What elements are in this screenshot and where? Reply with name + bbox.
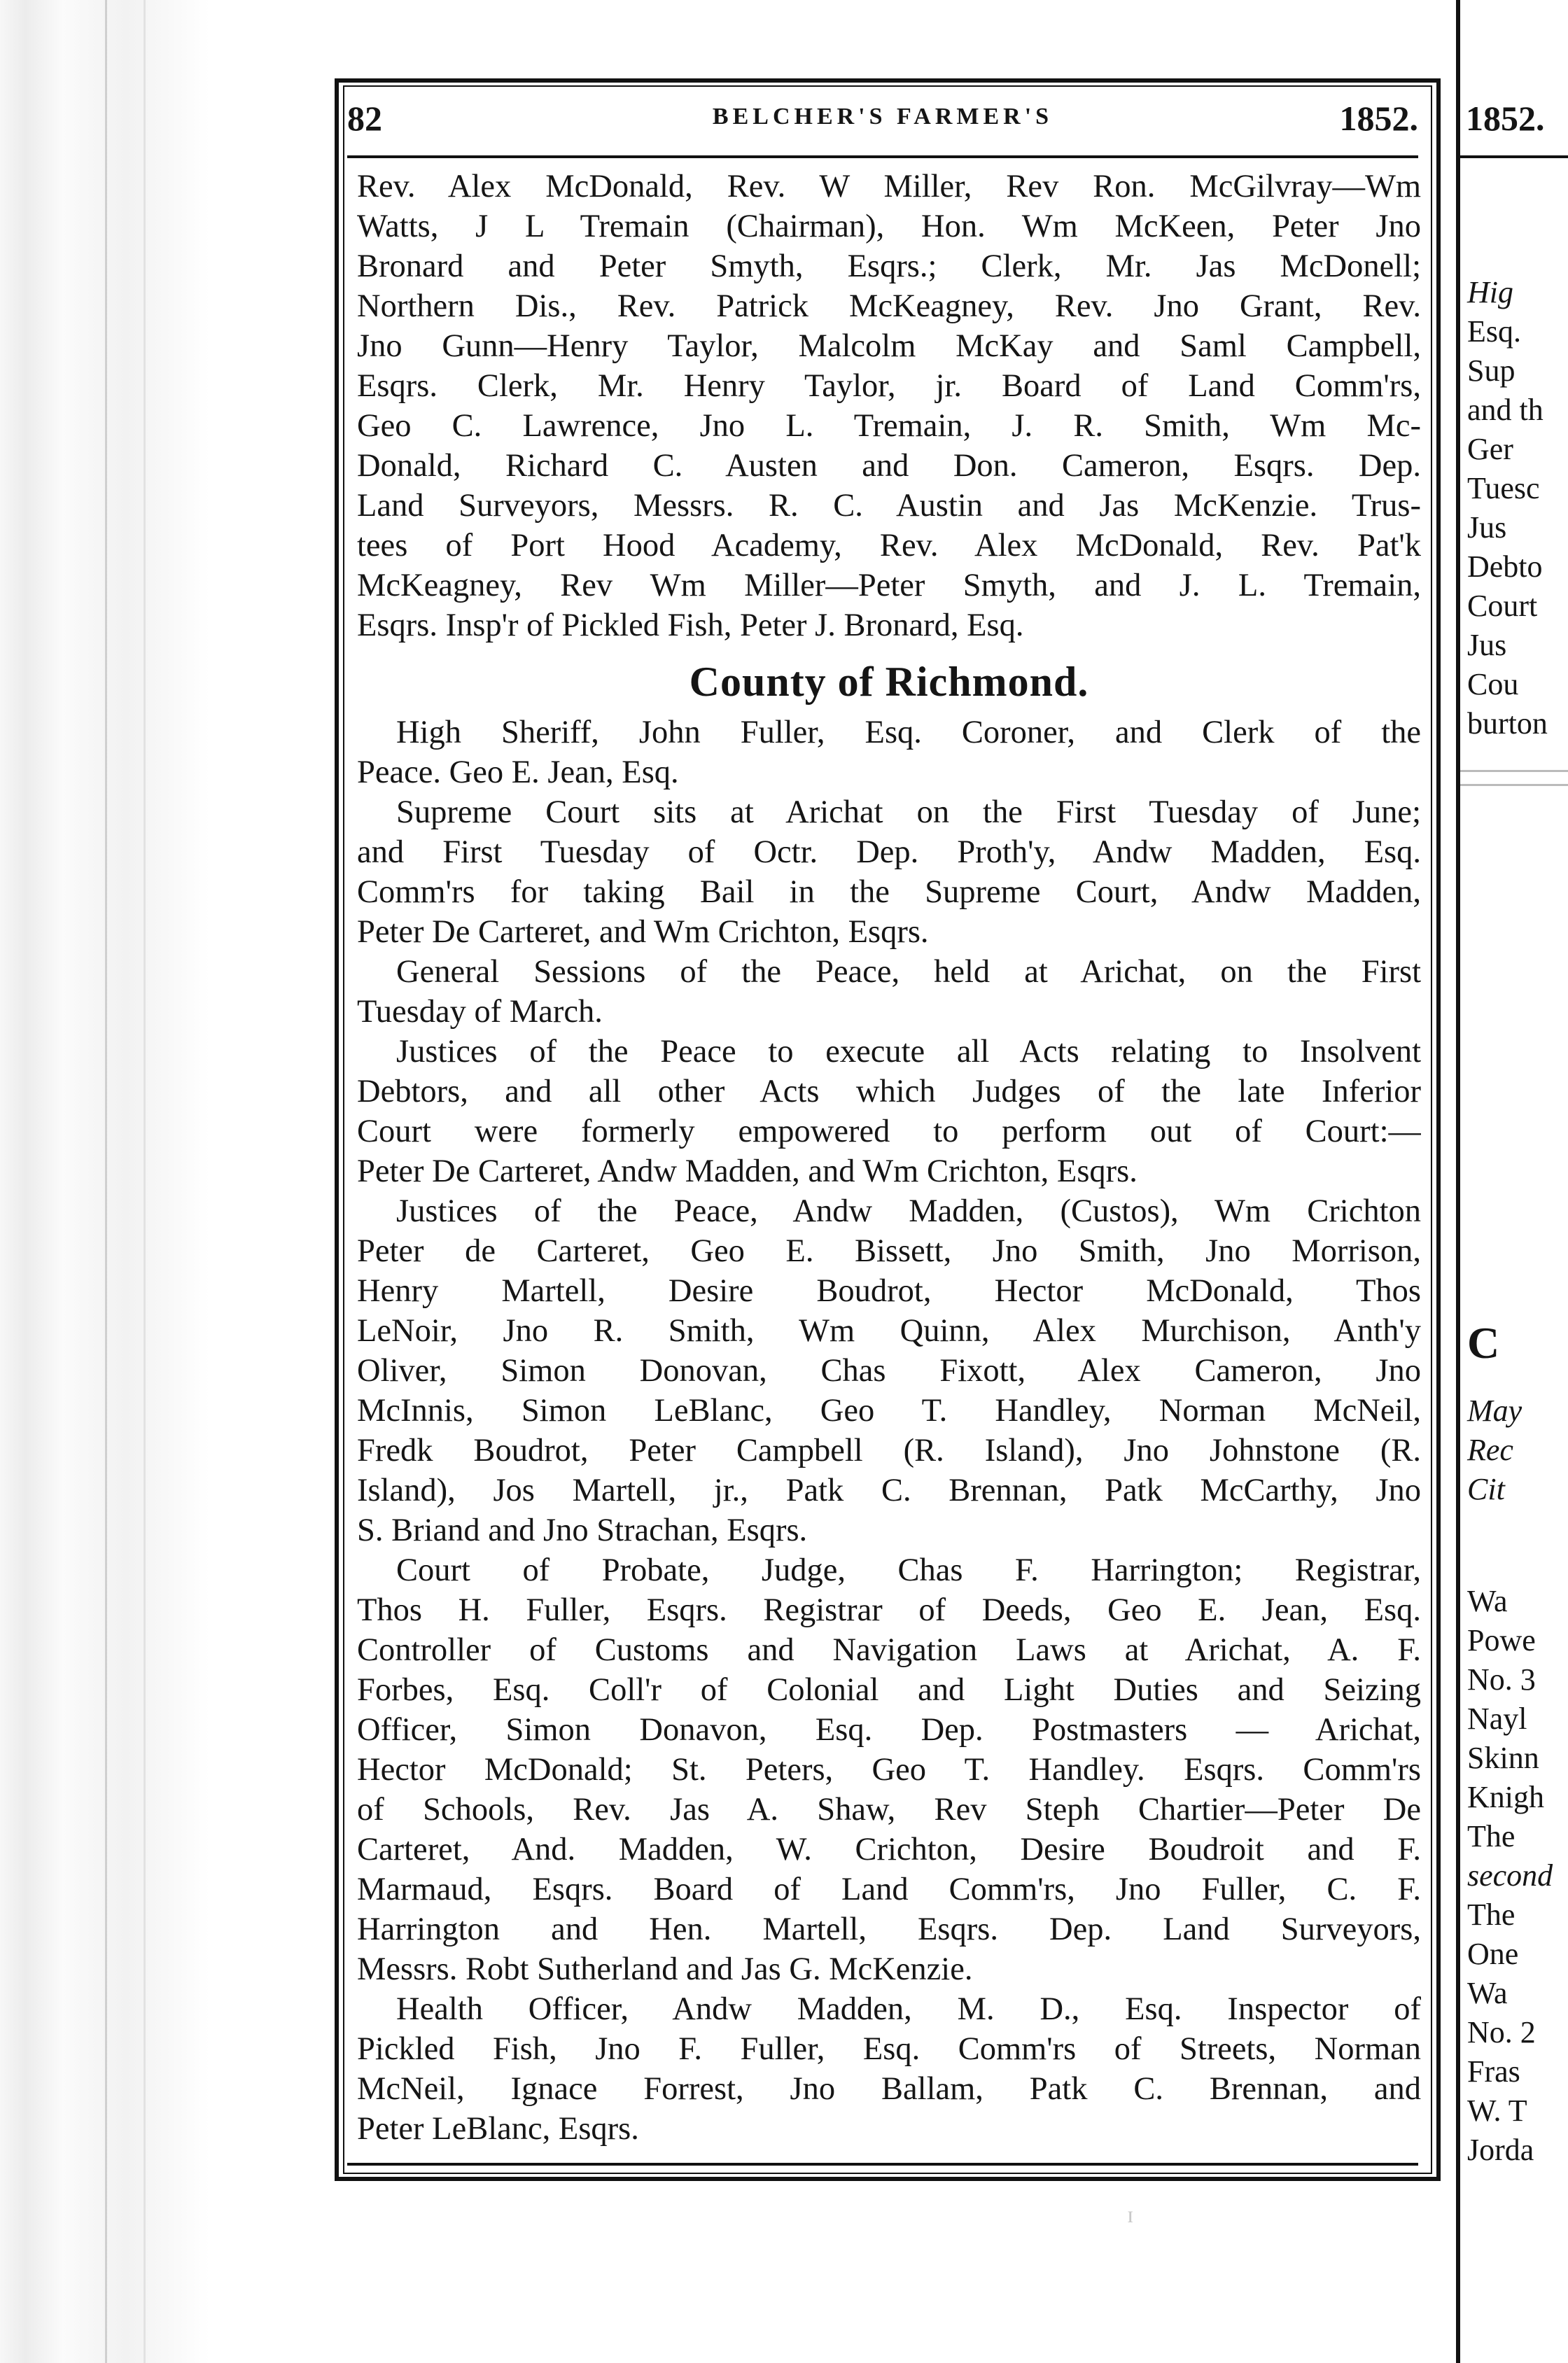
facing-page-fragment: Wa	[1467, 1976, 1508, 2010]
facing-page-fragment: Rec	[1467, 1433, 1513, 1467]
text-line: tees of Port Hood Academy, Rev. Alex McDonald, Rev. Pat'k	[357, 528, 1421, 563]
facing-page-fragment: and th	[1467, 393, 1544, 427]
text-line: Peace. Geo E. Jean, Esq.	[357, 755, 679, 790]
text-line: Justices of the Peace to execute all Acts relating to Insolvent	[396, 1034, 1421, 1070]
text-line: Forbes, Esq. Coll'r of Colonial and Light Duties and Seizing	[357, 1672, 1421, 1708]
gutter-edge-line	[105, 0, 107, 2363]
text-line: Bronard and Peter Smyth, Esqrs.; Clerk, Mr. Jas McDonell;	[357, 248, 1421, 284]
text-line: of Schools, Rev. Jas A. Shaw, Rev Steph Chartier—Peter De	[357, 1792, 1421, 1828]
facing-page-fragment: One	[1467, 1937, 1519, 1971]
text-line: Oliver, Simon Donovan, Chas Fixott, Alex Cameron, Jno	[357, 1353, 1421, 1389]
facing-page-fragment: Jus	[1467, 628, 1507, 662]
facing-page-fragment: Powe	[1467, 1623, 1536, 1657]
facing-page-fragment: No. 2	[1467, 2015, 1536, 2049]
text-line: Henry Martell, Desire Boudrot, Hector McDonald, Thos	[357, 1273, 1421, 1309]
running-head	[347, 98, 1418, 147]
facing-page-fragment: Cit	[1467, 1472, 1505, 1506]
text-line: LeNoir, Jno R. Smith, Wm Quinn, Alex Murchison, Anth'y	[357, 1313, 1421, 1349]
text-line: Land Surveyors, Messrs. R. C. Austin and Jas McKenzie. Trus-	[357, 488, 1421, 524]
text-line: Geo C. Lawrence, Jno L. Tremain, J. R. Smith, Wm Mc-	[357, 408, 1421, 444]
text-line: Jno Gunn—Henry Taylor, Malcolm McKay and Saml Campbell,	[357, 328, 1421, 364]
text-block-before-heading	[357, 167, 1421, 645]
text-line: Messrs. Robt Sutherland and Jas G. McKenzie.	[357, 1951, 973, 1987]
facing-page-fragment: May	[1467, 1394, 1522, 1428]
facing-page-rule	[1460, 770, 1568, 772]
text-line: Watts, J L Tremain (Chairman), Hon. Wm McKeen, Peter Jno	[357, 209, 1421, 244]
text-line: McInnis, Simon LeBlanc, Geo T. Handley, Norman McNeil,	[357, 1393, 1421, 1429]
left-page	[210, 0, 1456, 2363]
facing-page-fragment: Fras	[1467, 2054, 1520, 2089]
facing-header-rule	[1460, 155, 1568, 158]
facing-page-fragment: C	[1467, 1318, 1500, 1368]
facing-page-fragment: W. T	[1467, 2094, 1527, 2128]
text-line: McNeil, Ignace Forrest, Jno Ballam, Patk C. Brennan, and	[357, 2071, 1421, 2107]
facing-page-fragment: Ger	[1467, 432, 1513, 466]
text-line: Court of Probate, Judge, Chas F. Harrington; Registrar,	[396, 1552, 1421, 1588]
text-line: S. Briand and Jno Strachan, Esqrs.	[357, 1513, 808, 1548]
text-block-after-heading	[357, 713, 1421, 2149]
text-line: Esqrs. Insp'r of Pickled Fish, Peter J. Bronard, Esq.	[357, 608, 1024, 643]
facing-page-fragment: Nayl	[1467, 1702, 1527, 1736]
text-line: Pickled Fish, Jno F. Fuller, Esq. Comm'rs of Streets, Norman	[357, 2031, 1421, 2067]
running-year: 1852.	[1339, 99, 1418, 138]
text-line: Harrington and Hen. Martell, Esqrs. Dep. Land Surveyors,	[357, 1912, 1421, 1947]
facing-page-fragment: The	[1467, 1898, 1516, 1932]
facing-page-fragment: Cou	[1467, 667, 1519, 701]
facing-page-fragment: Sup	[1467, 353, 1516, 388]
facing-page-fragment: Tuesc	[1467, 471, 1540, 505]
facing-page-edge	[1456, 0, 1568, 2363]
body-text	[357, 167, 1421, 2149]
text-line: General Sessions of the Peace, held at Arichat, on the First	[396, 954, 1421, 990]
facing-page-fragment: Court	[1467, 589, 1538, 623]
text-line: Tuesday of March.	[357, 994, 603, 1030]
header-rule	[347, 155, 1418, 158]
text-line: Justices of the Peace, Andw Madden, (Custos), Wm Crichton	[396, 1193, 1421, 1229]
text-line: Thos H. Fuller, Esqrs. Registrar of Deeds, Geo E. Jean, Esq.	[357, 1592, 1421, 1628]
gutter-edge-line	[144, 0, 146, 2363]
text-line: Health Officer, Andw Madden, M. D., Esq. Inspector of	[396, 1991, 1421, 2027]
footer-rule	[347, 2163, 1418, 2166]
text-line: Peter LeBlanc, Esqrs.	[357, 2111, 639, 2147]
facing-page-fragment: Wa	[1467, 1584, 1508, 1618]
facing-page-year: 1852.	[1466, 99, 1545, 138]
text-line: and First Tuesday of Octr. Dep. Proth'y, Andw Madden, Esq.	[357, 834, 1421, 870]
faint-printer-mark: ɪ	[1127, 2202, 1134, 2228]
facing-page-fragment: Skinn	[1467, 1741, 1539, 1775]
text-line: Controller of Customs and Navigation Laws at Arichat, A. F.	[357, 1632, 1421, 1668]
page-number: 82	[347, 99, 382, 138]
facing-page-fragment: Esq.	[1467, 314, 1521, 349]
text-line: Carteret, And. Madden, W. Crichton, Desire Boudroit and F.	[357, 1832, 1421, 1867]
text-line: Donald, Richard C. Austen and Don. Cameron, Esqrs. Dep.	[357, 448, 1421, 484]
text-line: Island), Jos Martell, jr., Patk C. Brennan, Patk McCarthy, Jno	[357, 1473, 1421, 1508]
text-line: Supreme Court sits at Arichat on the First Tuesday of June;	[396, 794, 1421, 830]
text-line: Peter De Carteret, and Wm Crichton, Esqrs.	[357, 914, 929, 950]
running-title: BELCHER'S FARMER'S	[712, 104, 1054, 129]
facing-page-fragment: No. 3	[1467, 1662, 1536, 1697]
section-heading: County of Richmond.	[689, 659, 1089, 705]
facing-page-fragment: burton	[1467, 706, 1548, 741]
text-line: Debtors, and all other Acts which Judges of the late Inferior	[357, 1074, 1421, 1109]
facing-page-fragment: Jus	[1467, 510, 1507, 545]
text-line: McKeagney, Rev Wm Miller—Peter Smyth, and J. L. Tremain,	[357, 568, 1421, 603]
text-line: Officer, Simon Donavon, Esq. Dep. Postmasters — Arichat,	[357, 1712, 1421, 1748]
text-line: Fredk Boudrot, Peter Campbell (R. Island), Jno Johnstone (R.	[357, 1433, 1421, 1468]
facing-page-fragment: Knigh	[1467, 1780, 1544, 1814]
text-line: Rev. Alex McDonald, Rev. W Miller, Rev Ron. McGilvray—Wm	[357, 169, 1421, 204]
text-line: Northern Dis., Rev. Patrick McKeagney, Rev. Jno Grant, Rev.	[357, 288, 1421, 324]
facing-page-rule	[1460, 784, 1568, 786]
facing-page-fragment: Hig	[1467, 275, 1513, 309]
text-line: High Sheriff, John Fuller, Esq. Coroner, and Clerk of the	[396, 715, 1421, 750]
facing-page-fragment: The	[1467, 1819, 1516, 1853]
facing-page-fragment: Debto	[1467, 549, 1543, 584]
text-line: Marmaud, Esqrs. Board of Land Comm'rs, Jno Fuller, C. F.	[357, 1872, 1421, 1907]
facing-page-fragment: Jorda	[1467, 2133, 1534, 2167]
text-line: Comm'rs for taking Bail in the Supreme Court, Andw Madden,	[357, 874, 1421, 910]
text-line: Peter De Carteret, Andw Madden, and Wm Crichton, Esqrs.	[357, 1154, 1138, 1189]
text-line: Court were formerly empowered to perform out of Court:—	[357, 1114, 1421, 1149]
text-line: Hector McDonald; St. Peters, Geo T. Handley. Esqrs. Comm'rs	[357, 1752, 1421, 1788]
text-line: Peter de Carteret, Geo E. Bissett, Jno Smith, Jno Morrison,	[357, 1233, 1421, 1269]
text-line: Esqrs. Clerk, Mr. Henry Taylor, jr. Board of Land Comm'rs,	[357, 368, 1421, 404]
facing-page-fragment: second	[1467, 1858, 1553, 1893]
